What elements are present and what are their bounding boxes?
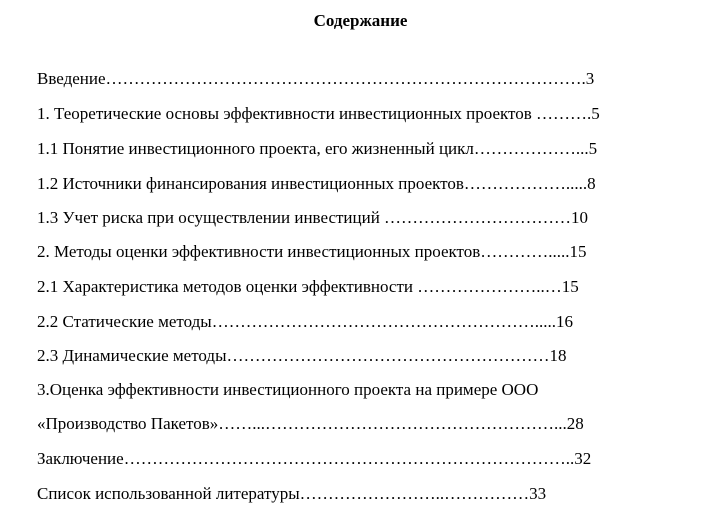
toc-entry-section-2-2: 2.2 Статические методы………………………………………………….....16 [37, 312, 573, 331]
toc-entry-section-1-1: 1.1 Понятие инвестиционного проекта, его жизненный цикл………………...5 [37, 139, 598, 158]
toc-entry-section-2-3: 2.3 Динамические методы…………………………………………………18 [37, 346, 567, 365]
toc-entry-chapter-3-line2: «Производство Пакетов»……...……………………………………………...28 [37, 414, 584, 433]
toc-entry-introduction: Введение………………………………………………………………………….3 [37, 69, 595, 88]
page-title: Содержание [313, 11, 408, 30]
toc-entry-chapter-3-line1: 3.Оценка эффективности инвестиционного проекта на примере ООО [37, 380, 539, 399]
toc-entry-conclusion: Заключение……………………………………………………………………..32 [37, 449, 592, 468]
toc-entry-bibliography: Список использованной литературы……………………..……………33 [37, 484, 547, 503]
toc-entry-chapter-1: 1. Теоретические основы эффективности инвестиционных проектов ……….5 [37, 104, 600, 123]
toc-entry-section-1-3: 1.3 Учет риска при осуществлении инвестиций ……………………………10 [37, 208, 589, 227]
toc-entry-section-1-2: 1.2 Источники финансирования инвестиционных проектов……………….....8 [37, 174, 596, 193]
toc-entry-section-2-1: 2.1 Характеристика методов оценки эффективности …………………..…15 [37, 277, 579, 296]
toc-entry-chapter-2: 2. Методы оценки эффективности инвестиционных проектов………….....15 [37, 242, 587, 261]
